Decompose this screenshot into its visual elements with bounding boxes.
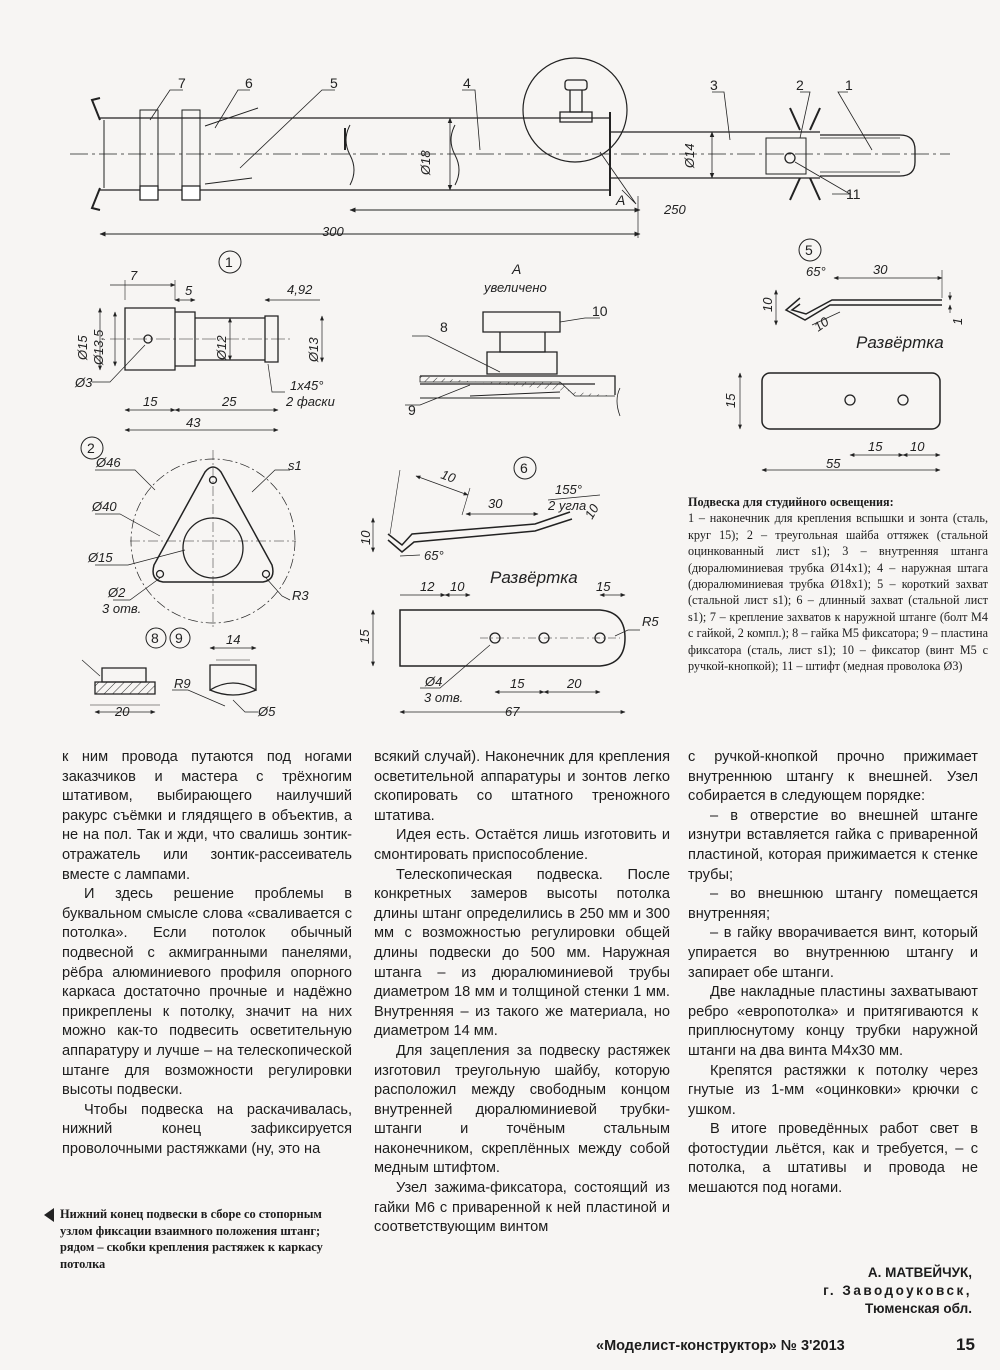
magazine-footer: «Моделист-конструктор» № 3'2013 (596, 1338, 845, 1354)
v6-d30: 30 (488, 496, 503, 511)
v1-dim-25: 25 (222, 394, 237, 409)
paragraph: Телескопическая подвеска. После конкретных замеров высоты потолка длины штанг определились в 250 мм и 300 мм с возможностью регулировки общей длины подвески до 500 мм. Наружная штанга – из дюралюминиевой трубы диаметром 18 мм и толщиной стенки 1 мм. Внутренняя – из такого же материала, но диаметром 14 мм. (374, 866, 670, 1040)
v2-d2: Ø2 (108, 585, 126, 600)
paragraph: Крепятся растяжки к потолку через гнутые из 1-мм «оцинковки» крючки с ушком. (688, 1062, 978, 1118)
v5-razvertka: Развёртка (856, 333, 944, 352)
view-1-circle: 1 (225, 254, 233, 270)
v1-dim-d13: Ø13 (306, 337, 321, 362)
v1-dim-d15: Ø15 (75, 335, 90, 360)
v1-dim-d3: Ø3 (75, 375, 93, 390)
v2-r3: R3 (292, 588, 309, 603)
author-region: Тюменская обл. (864, 1301, 972, 1316)
v6-d10a: 10 (438, 466, 458, 486)
v89-w20: 20 (115, 704, 130, 719)
v6-d67: 67 (505, 704, 520, 719)
v1-dim-7: 7 (130, 268, 138, 283)
paragraph: с ручкой-кнопкой прочно прижимает внутреннюю штангу к внешней. Узел собирается в следующем порядке: (688, 749, 978, 805)
left-arrow-icon (44, 1208, 54, 1222)
v2-holes: 3 отв. (102, 601, 142, 616)
view-8-9-nut (82, 628, 276, 719)
paragraph: всякий случай). Наконечник для крепления осветительной аппаратуры и зонтов легко скопировать со штатного треножного штатива. (374, 749, 670, 824)
paragraph: к ним провода путаются под ногами заказчиков и мастера с трёхногим штативом, выбирающего наилучший ракурс съёмки и глядящего в объектив, а не на пол. Так и жди, что свалишь зонтик-отражатель или зонтик-рассеиватель вместе с лампами. (62, 749, 352, 883)
view-2-circle: 2 (87, 440, 95, 456)
figure-caption (688, 494, 988, 674)
v6-d10d: 10 (450, 579, 465, 594)
view-5-short-grip (723, 239, 965, 471)
v6-d12: 12 (420, 579, 435, 594)
v6-d15c: 15 (510, 676, 525, 691)
v1-dim-5: 5 (185, 283, 193, 298)
part-label-5: 5 (330, 75, 338, 91)
v6-a155: 155° (555, 482, 582, 497)
view-6-circle: 6 (520, 460, 528, 476)
part-label-2: 2 (796, 77, 804, 93)
v6-razvertka: Развёртка (490, 568, 578, 587)
part-label-4: 4 (463, 75, 471, 91)
photo-caption-text: Нижний конец подвески в сборе со стопорным узлом фиксации взаимного положения штанг; рядом – скобки крепления растяжек к каркасу потолка (60, 1207, 323, 1271)
v6-d20: 20 (567, 676, 582, 691)
paragraph: Две накладные пластины захватывают ребро «европотолка» и притягиваются к приплюснутому концу трубки наружной штанги на два винта М4x30 мм. (688, 984, 978, 1059)
paragraph: Чтобы подвеска на раскачивалась, нижний конец зафиксируется проволочными растяжками (ну, это на (62, 1101, 352, 1157)
v5-d10: 10 (760, 297, 775, 312)
v6-d4: Ø4 (425, 674, 443, 689)
v6-d15: 15 (596, 579, 611, 594)
dim-d18: Ø18 (418, 150, 433, 175)
view-6-long-grip (357, 457, 659, 719)
view-a-clamp (405, 261, 620, 418)
view-a-label-8: 8 (440, 319, 448, 335)
v2-d46: Ø46 (96, 455, 121, 470)
part-label-6: 6 (245, 75, 253, 91)
article-column-3 (688, 748, 978, 1199)
v1-dim-15: 15 (143, 394, 158, 409)
author-block (823, 1264, 972, 1318)
author-name: А. МАТВЕЙЧУК, (867, 1265, 972, 1280)
view-1-tip (74, 251, 335, 430)
article-column-1 (62, 748, 352, 1159)
v6-d10c: 10 (358, 530, 373, 545)
v89-d5: Ø5 (258, 704, 276, 719)
dim-d14: Ø14 (682, 143, 697, 168)
v2-d15: Ø15 (88, 550, 113, 565)
part-label-1: 1 (845, 77, 853, 93)
page-number: 15 (956, 1335, 975, 1354)
v6-d15b: 15 (357, 629, 372, 644)
view-a-title: A (512, 261, 522, 277)
view-a-label-9: 9 (408, 402, 416, 418)
caption-title: Подвеска для студийного освещения: (688, 495, 894, 509)
author-city: г. Заводоуковск, (823, 1283, 972, 1298)
v89-w14: 14 (226, 632, 241, 647)
v5-d10b: 10 (811, 313, 832, 335)
v6-holes: 3 отв. (424, 690, 464, 705)
dim-300: 300 (322, 224, 344, 239)
v5-d15b: 15 (868, 439, 883, 454)
paragraph: И здесь решение проблемы в буквальном смысле слова «сваливается с потолка». Если потолок обычный подвесной с акмигранными панелями, рёбра алюминиевого профиля опорного каркаса достаточно прочные и надёжно прикреплены к потолку, значит на них можно как-то подвесить осветительную аппаратуру и лучше – на телескопической штанге для возможности регулировки высоты подвески. (62, 886, 352, 1099)
v5-d15: 15 (723, 393, 738, 408)
paragraph: В итоге проведённых работ свет в фотостудии льётся, как и требуется, – с потолка, а штативы и провода не мешаются под ногами. (688, 1121, 978, 1197)
part-label-7: 7 (178, 75, 186, 91)
view-a-label-10: 10 (592, 303, 608, 319)
paragraph: Узел зажима-фиксатора, состоящий из гайки М6 с приваренной к ней пластиной и соответствующим винтом (374, 1180, 670, 1236)
paragraph: – в отверстие во внешней штанге изнутри вставляется гайка с приваренной пластиной, которая прижимается к стенке трубы; (688, 807, 978, 883)
view-8-circle: 8 (151, 630, 159, 646)
v1-dim-d135: Ø13,5 (91, 329, 106, 365)
caption-body: 1 – наконечник для крепления вспышки и зонта (сталь, круг 15); 2 – треугольная шайба оттяжек (стальной оцинкованный лист s1); 3 – внутренняя штанга (дюралюминиевая трубка Ø14x1); 4 – наружная штага (дюралюминиевая трубка Ø18x1); 5 – короткий захват (стальной лист s1); 6 – длинный захват (стальной лист s1); 7 – крепление захватов к наружной штанге (болт М4 с гайкой, 2 компл.); 8 – гайка М5 фиксатора; 9 – пластина фиксатора (сталь, лист s1); 10 – фиксатор (винт М5 с ручкой-кнопкой); 11 – штифт (медная проволока Ø3) (688, 511, 988, 674)
v6-a65: 65° (424, 548, 444, 563)
photo-caption (46, 1206, 356, 1272)
v5-d30: 30 (873, 262, 888, 277)
dim-250: 250 (664, 202, 686, 217)
paragraph: – во внешнюю штангу помещается внутренняя; (688, 886, 978, 922)
view-2-washer (81, 437, 309, 630)
v89-r9: R9 (174, 676, 191, 691)
v6-bends: 2 угла (548, 498, 587, 513)
v1-chamfer-2: 2 фаски (286, 394, 335, 409)
paragraph: Для зацепления за подвеску растяжек изготовил треугольную шайбу, которую расположил между свободным концом внутренней дюралюминиевой трубки-штанги и точёным стальным наконечником, скреплённых между собой медным штифтом. (374, 1042, 670, 1177)
v5-d10c: 10 (910, 439, 925, 454)
view-9-circle: 9 (175, 630, 183, 646)
paragraph: Идея есть. Остаётся лишь изготовить и смонтировать приспособление. (374, 827, 670, 863)
v2-s1: s1 (288, 458, 302, 473)
part-label-11: 11 (846, 186, 861, 202)
part-label-3: 3 (710, 77, 718, 93)
section-a-label: A (616, 192, 626, 208)
v1-dim-43: 43 (186, 415, 201, 430)
view-5-circle: 5 (805, 242, 813, 258)
v6-r5: R5 (642, 614, 659, 629)
view-a-sub: увеличено (484, 280, 547, 295)
v5-d55: 55 (826, 456, 841, 471)
v1-dim-492: 4,92 (287, 282, 313, 297)
v1-dim-d12: Ø12 (214, 335, 229, 360)
v1-chamfer-1: 1x45° (290, 378, 324, 393)
v2-d40: Ø40 (92, 499, 117, 514)
v6-d10b: 10 (581, 501, 602, 522)
paragraph: – в гайку вворачивается винт, который упирается во внутреннюю штангу и запирает обе штанги. (688, 925, 978, 981)
v5-a65: 65° (806, 264, 826, 279)
assembly-view (70, 58, 950, 239)
article-column-2 (374, 748, 670, 1238)
v5-d1: 1 (950, 317, 965, 325)
